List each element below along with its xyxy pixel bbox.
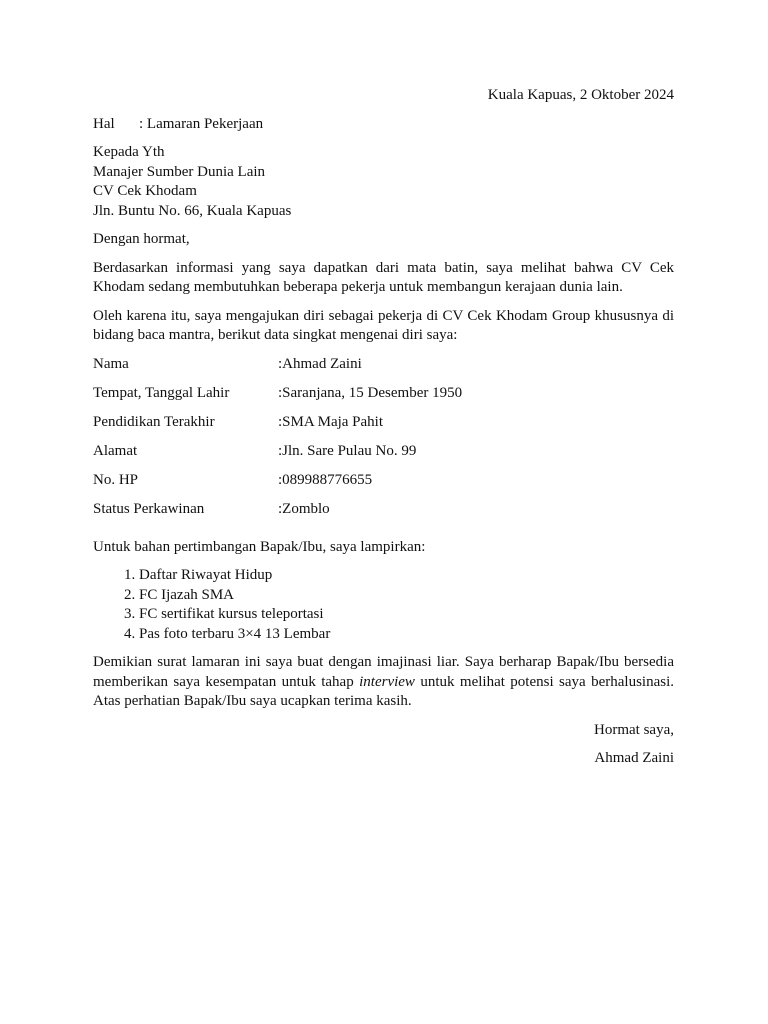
data-row-marital — [93, 500, 674, 529]
data-value: :Ahmad Zaini — [278, 355, 362, 372]
addressee-line: Manajer Sumber Dunia Lain — [93, 163, 266, 180]
data-value: :089988776655 — [278, 471, 373, 488]
addressee-line: CV Cek Khodam — [93, 183, 197, 199]
data-label: Pendidikan Terakhir — [93, 413, 215, 430]
data-label: Alamat — [93, 442, 138, 459]
subject-key: Hal — [93, 115, 115, 132]
attachment-item: 3. FC sertifikat kursus teleportasi — [139, 605, 674, 625]
letter-page — [93, 86, 674, 778]
addressee-block — [93, 143, 674, 221]
personal-data-table — [93, 355, 674, 529]
data-row-nama — [93, 355, 674, 384]
paragraph-intro: Berdasarkan informasi yang saya dapatkan dari mata batin, saya melihat bahwa CV Cek Khodam sedang membutuhkan beberapa pekerja untuk membangun kerajaan dunia lain. — [93, 259, 674, 295]
closing-text-after: untuk melihat potensi saya berhalusinasi. Atas perhatian Bapak/Ibu saya ucapkan terima kasih. — [93, 673, 674, 709]
attachments-intro: Untuk bahan pertimbangan Bapak/Ibu, saya lampirkan: — [93, 538, 426, 555]
data-label: Nama — [93, 355, 129, 372]
attachment-item: 4. Pas foto terbaru 3×4 13 Lembar — [139, 625, 674, 645]
data-row-address — [93, 442, 674, 471]
data-label: Tempat, Tanggal Lahir — [93, 384, 230, 401]
addressee-line: Jln. Buntu No. 66, Kuala Kapuas — [93, 202, 292, 219]
addressee-line: Kepada Yth — [93, 144, 165, 160]
data-value: :Jln. Sare Pulau No. 99 — [278, 442, 417, 459]
signature-name: Ahmad Zaini — [594, 750, 674, 766]
data-label: Status Perkawinan — [93, 500, 205, 517]
sign-off: Hormat saya, — [594, 721, 674, 738]
closing-text-italic: interview — [359, 673, 415, 690]
paragraph-closing — [93, 653, 674, 712]
data-value: :Saranjana, 15 Desember 1950 — [278, 384, 463, 401]
place-date: Kuala Kapuas, 2 Oktober 2024 — [487, 87, 674, 103]
subject-value: : Lamaran Pekerjaan — [139, 115, 264, 132]
data-label: No. HP — [93, 471, 139, 488]
greeting: Dengan hormat, — [93, 231, 190, 247]
data-value: :SMA Maja Pahit — [278, 413, 384, 430]
attachment-item: 1. Daftar Riwayat Hidup — [139, 566, 674, 586]
data-value: :Zomblo — [278, 500, 330, 517]
attachment-item: 2. FC Ijazah SMA — [139, 586, 674, 606]
subject-line — [93, 115, 674, 135]
attachments-list — [93, 566, 674, 644]
paragraph-application: Oleh karena itu, saya mengajukan diri sebagai pekerja di CV Cek Khodam Group khususnya di bidang baca mantra, berikut data singkat mengenai diri saya: — [93, 307, 674, 343]
closing-text-before: Demikian surat lamaran ini saya buat dengan imajinasi liar. Saya berharap Bapak/Ibu bersedia memberikan saya kesempatan untuk tahap — [93, 654, 674, 690]
data-row-education — [93, 413, 674, 442]
data-row-phone — [93, 471, 674, 500]
data-row-birth — [93, 384, 674, 413]
